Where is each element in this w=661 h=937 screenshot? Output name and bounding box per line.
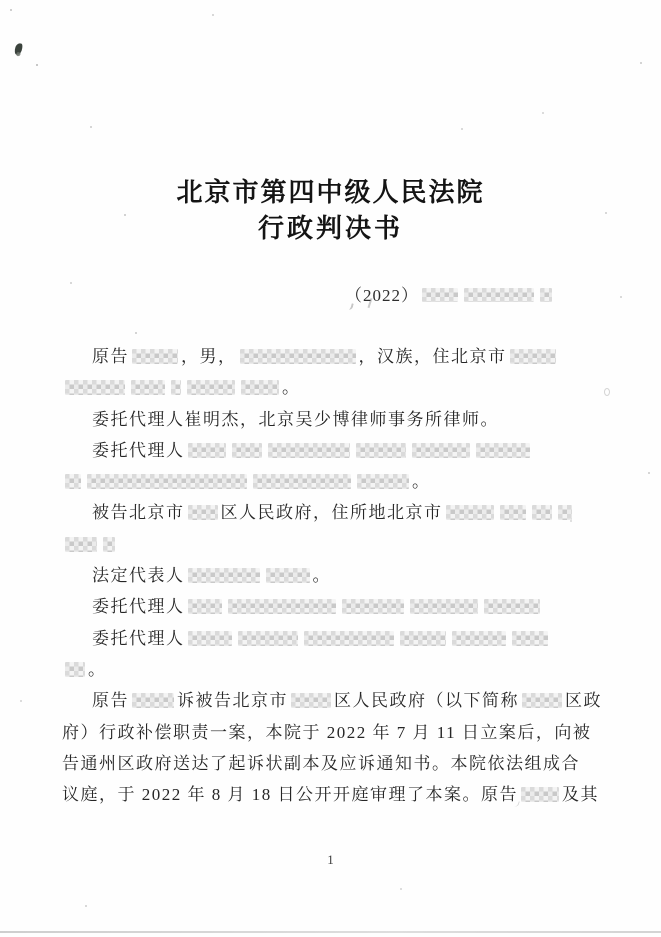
redaction-block — [188, 631, 232, 646]
redaction-block — [103, 537, 115, 552]
doc-line — [62, 497, 607, 528]
redaction-block — [132, 693, 174, 708]
doc-line — [62, 685, 607, 716]
redaction-block — [188, 568, 260, 583]
doc-text: 。 — [412, 472, 431, 492]
doc-line — [62, 372, 607, 403]
redaction-block — [188, 443, 226, 458]
redaction-block — [412, 443, 470, 458]
doc-text: ，汉族，住北京市 — [358, 347, 507, 366]
doc-line — [62, 435, 607, 466]
doc-text: 。 — [312, 566, 331, 586]
doc-line — [62, 529, 607, 560]
doc-line — [62, 654, 607, 685]
redaction-block — [446, 505, 494, 520]
doc-text: 委托代理人崔明杰，北京吴少博律师事务所律师。 — [92, 409, 499, 429]
doc-text: 。 — [282, 378, 301, 398]
redaction-block — [65, 474, 81, 489]
redaction-block — [304, 631, 394, 646]
redaction-block — [65, 662, 85, 677]
scan-specks — [0, 0, 2, 2]
redaction-block — [452, 631, 506, 646]
scan-bottom-edge — [0, 931, 661, 933]
doc-line — [62, 623, 607, 654]
redaction-block — [510, 349, 556, 364]
doc-text: 委托代理人 — [92, 440, 185, 460]
redaction-block — [512, 631, 548, 646]
redaction-block — [532, 505, 552, 520]
doc-line — [62, 748, 607, 779]
redaction-block — [476, 443, 530, 458]
redaction-block — [266, 568, 310, 583]
redaction-block — [342, 599, 404, 614]
redaction-block — [422, 288, 458, 302]
redaction-block — [356, 443, 406, 458]
redaction-block — [410, 599, 478, 614]
redaction-block — [521, 787, 559, 802]
redaction-block — [65, 537, 97, 552]
document-body — [62, 341, 607, 810]
redaction-block — [240, 349, 356, 364]
doc-text: 。 — [88, 659, 107, 679]
doc-text: 及其 — [562, 785, 599, 805]
redaction-block — [188, 505, 218, 520]
case-number-line — [345, 281, 555, 306]
case-number-prefix: （2022） — [345, 286, 419, 305]
redaction-block — [187, 380, 235, 395]
redaction-block — [241, 380, 279, 395]
redaction-block — [188, 599, 222, 614]
doc-line — [62, 591, 607, 622]
doc-line — [62, 717, 607, 748]
doc-text: 被告北京市 — [92, 503, 185, 523]
redaction-block — [540, 288, 552, 302]
page-number: 1 — [327, 852, 334, 867]
doc-text: 委托代理人 — [92, 597, 185, 617]
redaction-block — [484, 599, 540, 614]
redaction-block — [400, 631, 446, 646]
redaction-block — [232, 443, 262, 458]
doc-text: ，男， — [181, 347, 237, 366]
redaction-block — [228, 599, 336, 614]
document-type: 行政判决书 — [257, 214, 403, 243]
redaction-block — [65, 380, 125, 395]
case-number-redactions — [419, 286, 555, 305]
redaction-block — [558, 505, 572, 520]
court-name: 北京市第四中级人民法院 — [176, 178, 485, 207]
doc-line — [62, 404, 607, 435]
redaction-block — [500, 505, 526, 520]
doc-text: 区政 — [565, 691, 602, 711]
redaction-block — [171, 380, 181, 395]
redaction-block — [87, 474, 247, 489]
redaction-block — [291, 693, 331, 708]
redaction-block — [253, 474, 351, 489]
doc-text: 区人民政府，住所地北京市 — [220, 503, 443, 523]
redaction-block — [132, 349, 178, 364]
redaction-block — [464, 288, 534, 302]
doc-text: 府）行政补偿职责一案，本院于 2022 年 7 月 11 日立案后，向被 — [62, 722, 592, 742]
doc-text: 原告 — [92, 347, 129, 366]
doc-text: 法定代表人 — [92, 566, 185, 586]
doc-line — [62, 466, 607, 497]
doc-text: 原告 — [92, 691, 129, 711]
redaction-block — [522, 693, 562, 708]
doc-text: 区人民政府（以下简称 — [334, 691, 519, 711]
doc-text: 议庭，于 2022 年 8 月 18 日公开开庭审理了本案。原告 — [62, 785, 518, 805]
doc-text: 诉被告北京市 — [177, 691, 288, 711]
doc-line — [62, 560, 607, 591]
doc-text: 告通州区政府送达了起诉状副本及应诉通知书。本院依法组成合 — [62, 753, 580, 773]
redaction-block — [357, 474, 409, 489]
doc-line — [62, 779, 607, 810]
scan-ink-blot — [13, 42, 23, 56]
doc-line — [62, 341, 607, 372]
redaction-block — [238, 631, 298, 646]
doc-text: 委托代理人 — [92, 628, 185, 648]
redaction-block — [268, 443, 350, 458]
redaction-block — [131, 380, 165, 395]
